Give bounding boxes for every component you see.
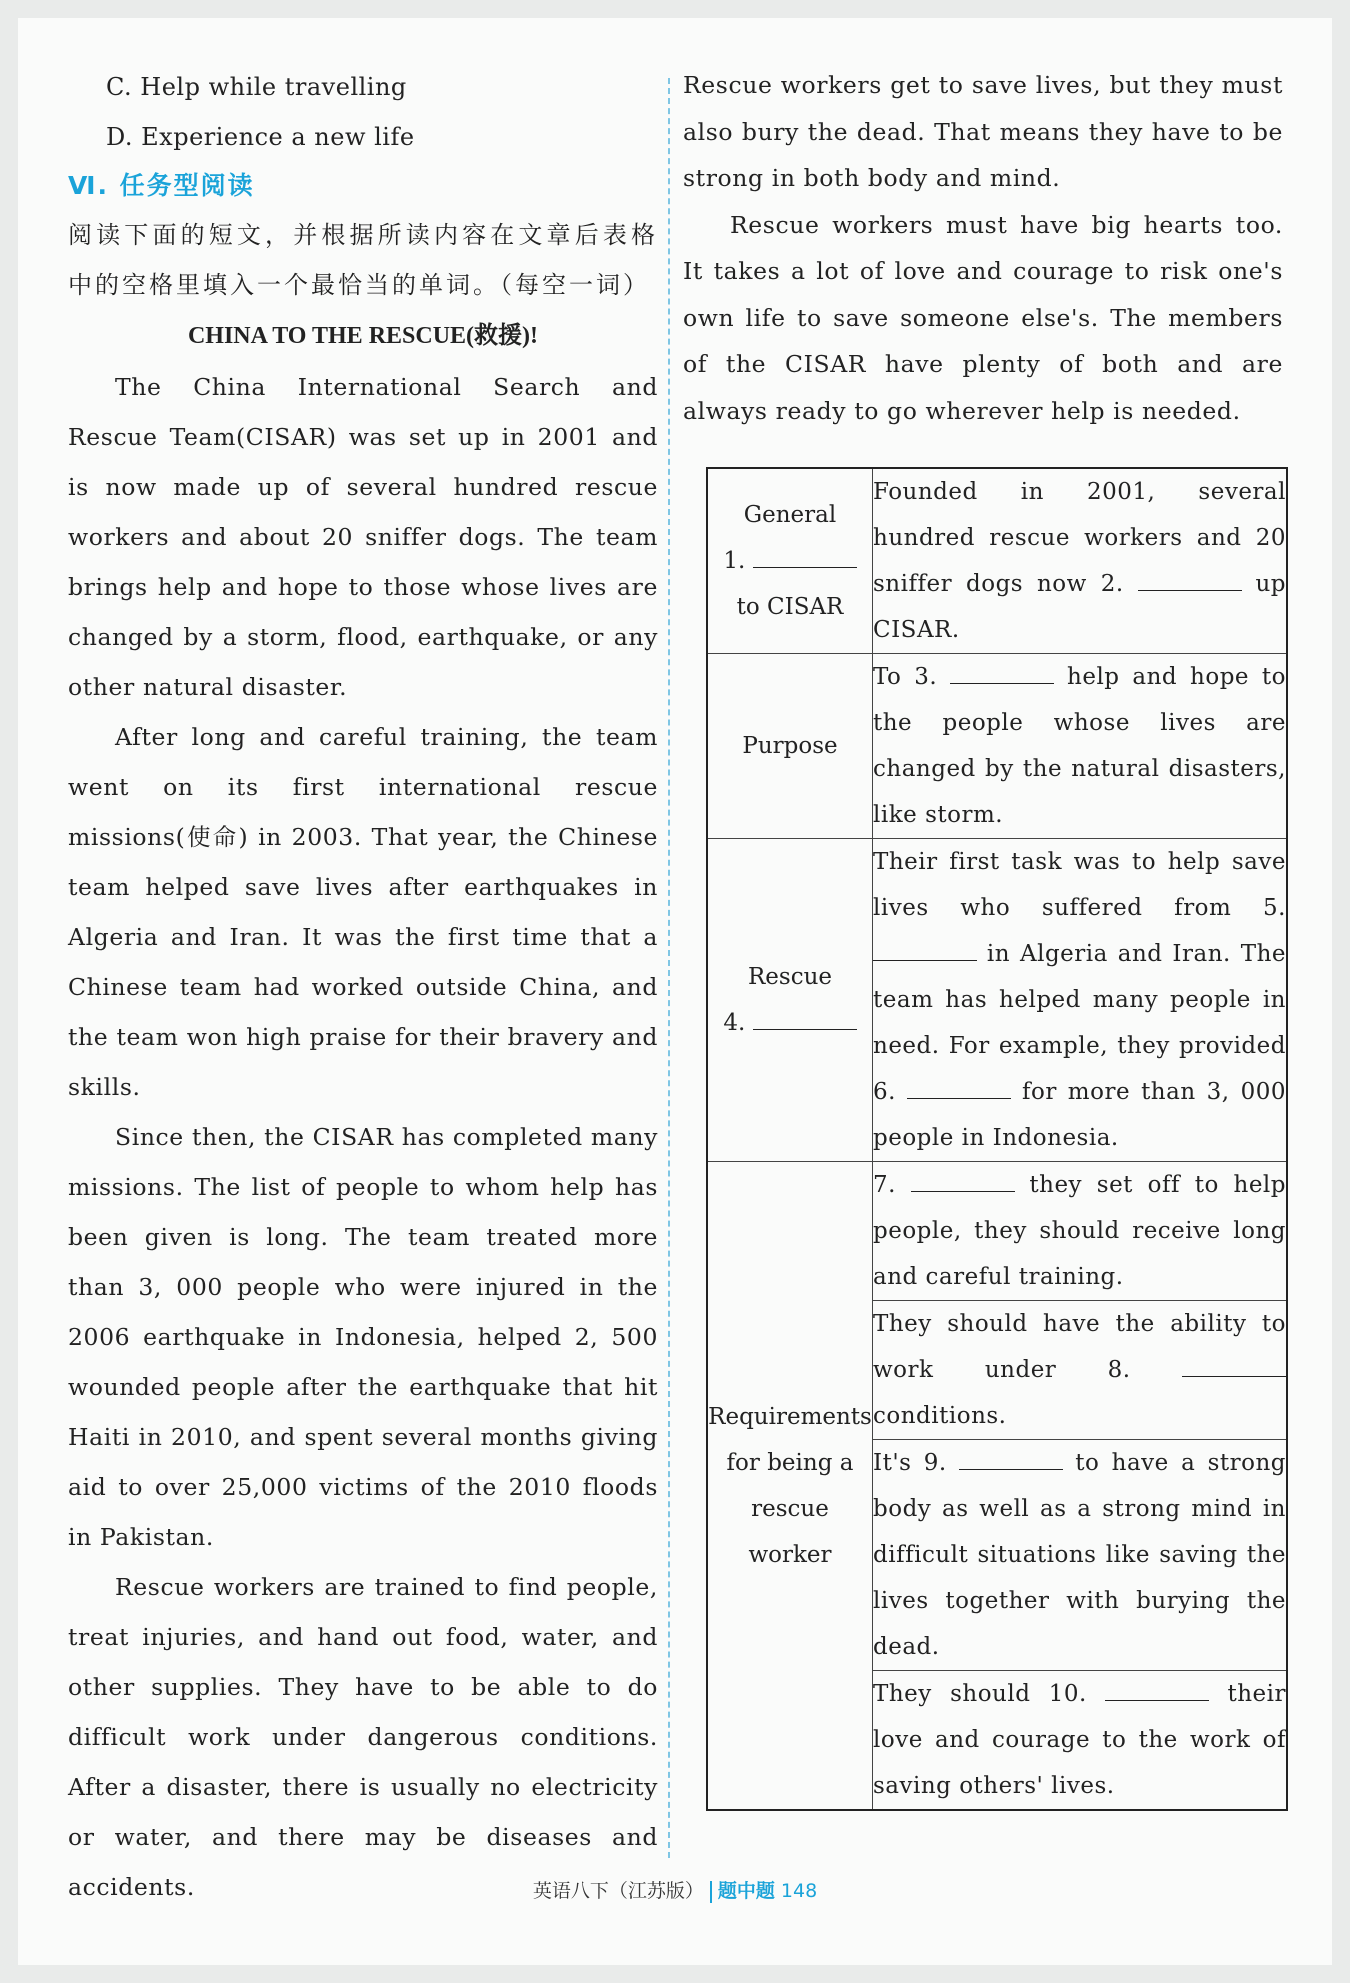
blank-9[interactable] [959,1447,1063,1470]
page-footer [18,1876,1332,1903]
brand-name: 题中题 [717,1880,775,1902]
page [18,18,1332,1965]
blank-7[interactable] [911,1169,1015,1192]
table-row-general [707,468,1287,654]
paragraph-4: Rescue workers are trained to find people, treat injuries, and hand out food, water, and other supplies. They have to be able to do difficult work under dangerous conditions. After a disaster, there is usually no electricity or water, and there may be diseases and accidents. [68,1573,658,1901]
right-column [683,62,1283,434]
row-content-general: Founded in 2001, several hundred rescue workers and 20 sniffer dogs now 2. up CISAR. [873,468,1288,654]
blank-4[interactable] [753,1007,857,1030]
requirement-item-4: They should 10. their love and courage to the work of saving others' lives. [873,1671,1288,1811]
blank-5[interactable] [873,938,977,961]
blank-6[interactable] [907,1076,1011,1099]
requirement-item-3: It's 9. to have a strong body as well as a strong mind in difficult situations like saving the lives together with burying the dead. [873,1440,1288,1671]
paragraph-3: Since then, the CISAR has completed many missions. The list of people to whom help has been given is long. The team treated more than 3, 000 people who were injured in the 2006 earthquake in Indonesia, helped 2, 500 wounded people after the earthquake that hit Haiti in 2010, and spent several months giving aid to over 25,000 victims of the 2010 floods in Pakistan. [68,1123,658,1551]
option-d: D. Experience a new life [106,123,415,151]
requirement-item-2: They should have the ability to work under 8. conditions. [873,1301,1288,1440]
row-label-general: General 1. to CISAR [707,468,873,654]
instruction: 阅读下面的短文，并根据所读内容在文章后表格中的空格里填入一个最恰当的单词。（每空一词） [68,221,658,299]
page-number: 148 [780,1880,818,1902]
left-column [68,62,658,1912]
blank-3[interactable] [950,661,1054,684]
paragraph-5: Rescue workers must have big hearts too. It takes a lot of love and courage to risk one's own life to save someone else's. The members of the CISAR have plenty of both and are always ready to go wherever help is needed. [683,210,1283,425]
table-row-requirements-1 [707,1162,1287,1301]
column-divider [668,78,670,1858]
book-title: 英语八下（江苏版） [532,1880,704,1902]
section-title: Ⅵ. 任务型阅读 [68,171,255,200]
blank-2[interactable] [1138,568,1242,591]
paragraph-2: After long and careful training, the team went on its first international rescue missions(使命) in 2003. That year, the Chinese team helped save lives after earthquakes in Algeria and Iran. It was the first time that a Chinese team had worked outside China, and the team won high praise for their bravery and skills. [68,723,658,1101]
blank-8[interactable] [1182,1354,1286,1377]
row-label-requirements: Requirements for being a rescue worker [707,1162,873,1811]
passage-title: CHINA TO THE RESCUE(救援)! [187,323,539,349]
table-row-rescue [707,839,1287,1162]
row-content-rescue: Their first task was to help save lives who suffered from 5. in Algeria and Iran. The team has helped many people in need. For example, they provided 6. for more than 3, 000 people in Indonesia. [873,839,1288,1162]
footer-separator [710,1881,712,1903]
requirement-item-1: 7. they set off to help people, they should receive long and careful training. [873,1162,1288,1301]
blank-1[interactable] [753,545,857,568]
option-c: C. Help while travelling [106,73,407,101]
table-row-purpose [707,654,1287,839]
row-label-purpose: Purpose [707,654,873,839]
row-content-purpose: To 3. help and hope to the people whose lives are changed by the natural disasters, like storm. [873,654,1288,839]
task-table [706,467,1288,1811]
paragraph-4-continued: Rescue workers get to save lives, but they must also bury the dead. That means they have to be strong in both body and mind. [683,71,1283,192]
blank-10[interactable] [1105,1678,1209,1701]
row-label-rescue: Rescue 4. [707,839,873,1162]
paragraph-1: The China International Search and Rescue Team(CISAR) was set up in 2001 and is now made up of several hundred rescue workers and about 20 sniffer dogs. The team brings help and hope to those whose lives are changed by a storm, flood, earthquake, or any other natural disaster. [68,373,658,701]
